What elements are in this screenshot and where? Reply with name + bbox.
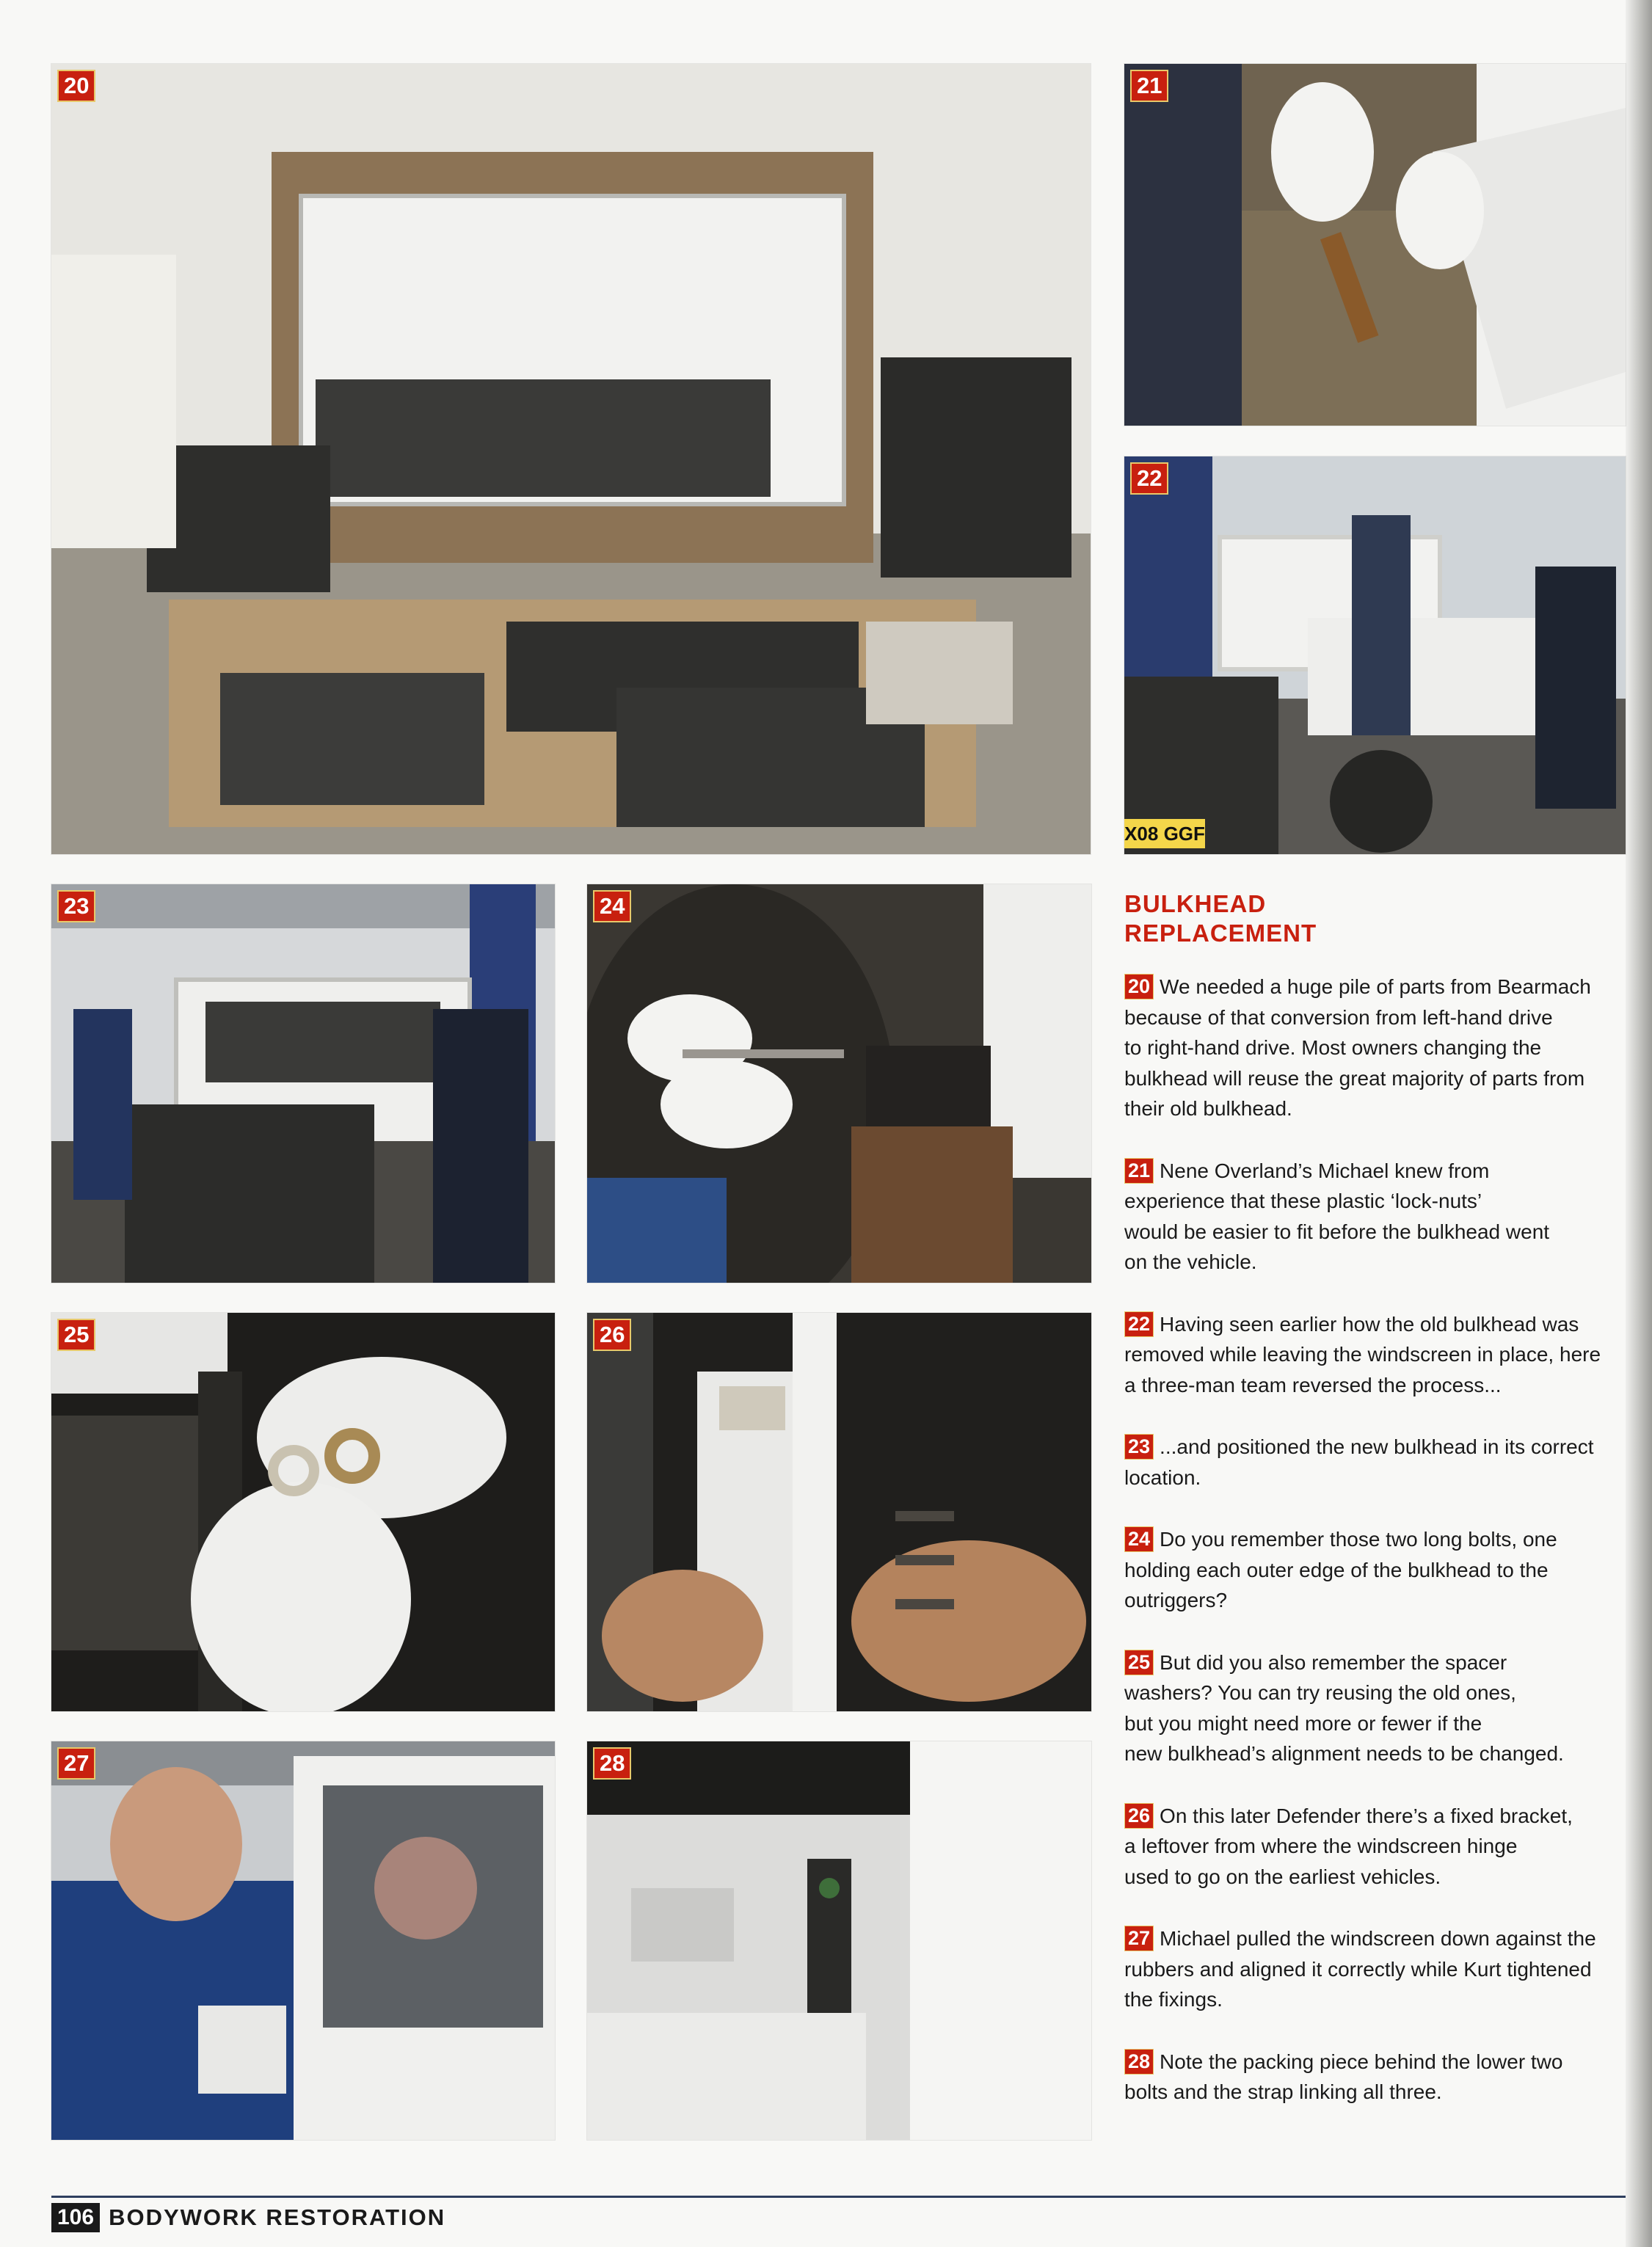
step-text-line: because of that conversion from left-hand drive [1124, 1005, 1553, 1029]
step-paragraph [1124, 1309, 1626, 1401]
step-text-line: location. [1124, 1465, 1201, 1489]
photo-number-badge: 20 [57, 70, 95, 102]
photo-26-fixed-bracket [587, 1313, 1091, 1711]
photo-27-scene [51, 1741, 555, 2140]
step-text-line: a three-man team reversed the process... [1124, 1373, 1502, 1396]
photo-26-scene [587, 1313, 1091, 1711]
step-number-badge: 22 [1124, 1311, 1154, 1337]
step-text-line: experience that these plastic ‘lock-nuts’ [1124, 1190, 1482, 1212]
step-text-line: outriggers? [1124, 1589, 1228, 1611]
photo-24-long-bolt [587, 884, 1091, 1283]
photo-number-badge: 25 [57, 1319, 95, 1351]
photo-20-scene [51, 64, 1091, 854]
photo-21-scene [1124, 64, 1626, 426]
photo-27-windscreen-alignment [51, 1741, 555, 2140]
step-text-line: but you might need more or fewer if the [1124, 1711, 1482, 1735]
step-number-badge: 21 [1124, 1158, 1154, 1184]
step-text-line: to right-hand drive. Most owners changing the [1124, 1036, 1542, 1059]
step-paragraph [1124, 1156, 1626, 1278]
step-text-line: used to go on the earliest vehicles. [1124, 1865, 1441, 1888]
photo-number-badge: 24 [593, 890, 631, 922]
step-text-line: Michael pulled the windscreen down against the [1160, 1927, 1596, 1950]
photo-28-scene [587, 1741, 1091, 2140]
step-text-line: rubbers and aligned it correctly while Kurt tightened [1124, 1957, 1592, 1981]
step-text-line: removed while leaving the windscreen in place, here [1124, 1343, 1601, 1366]
step-text-line: Having seen earlier how the old bulkhead was [1160, 1312, 1579, 1336]
photo-24-scene [587, 884, 1091, 1283]
step-text-line: But did you also remember the spacer [1160, 1650, 1507, 1674]
step-paragraph [1124, 1524, 1626, 1616]
step-text-line: Note the packing piece behind the lower two [1160, 2050, 1563, 2073]
step-list [1124, 972, 1626, 2108]
step-text-line: washers? You can try reusing the old ones, [1124, 1681, 1516, 1704]
article-headline [1124, 889, 1626, 948]
step-number-badge: 23 [1124, 1434, 1154, 1460]
license-plate: X08 GGF [1124, 819, 1205, 848]
step-number-badge: 25 [1124, 1650, 1154, 1675]
photo-22-bulkhead-carry [1124, 456, 1626, 854]
photo-20-parts-pile [51, 64, 1091, 854]
step-paragraph [1124, 1801, 1626, 1893]
page-spine-shadow [1626, 0, 1652, 2247]
step-paragraph [1124, 2047, 1626, 2108]
photo-25-scene [51, 1313, 555, 1711]
step-number-badge: 24 [1124, 1526, 1154, 1552]
headline-line-1: BULKHEAD [1124, 890, 1267, 917]
photo-22-scene [1124, 456, 1626, 854]
photo-number-badge: 21 [1130, 70, 1168, 102]
step-number-badge: 28 [1124, 2049, 1154, 2075]
page-footer [51, 2202, 445, 2234]
footer-rule [51, 2196, 1626, 2198]
photo-23-scene [51, 884, 555, 1283]
step-text-line: a leftover from where the windscreen hinge [1124, 1835, 1518, 1857]
photo-28-packing-piece [587, 1741, 1091, 2140]
photo-number-badge: 26 [593, 1319, 631, 1351]
step-text-line: Nene Overland’s Michael knew from [1160, 1159, 1490, 1182]
headline-line-2: REPLACEMENT [1124, 919, 1317, 947]
photo-25-spacer-washers [51, 1313, 555, 1711]
step-text-line: On this later Defender there’s a fixed bracket, [1160, 1804, 1573, 1827]
step-number-badge: 20 [1124, 974, 1154, 999]
step-text-line: Do you remember those two long bolts, one [1160, 1528, 1557, 1551]
photo-23-positioning-bulkhead [51, 884, 555, 1283]
photo-number-badge: 23 [57, 890, 95, 922]
step-text-line: holding each outer edge of the bulkhead to the [1124, 1558, 1549, 1581]
step-text-line: ...and positioned the new bulkhead in its correct [1160, 1435, 1594, 1458]
step-paragraph [1124, 972, 1626, 1124]
photo-number-badge: 28 [593, 1747, 631, 1780]
step-text-line: bolts and the strap linking all three. [1124, 2080, 1442, 2103]
photo-21-lock-nuts [1124, 64, 1626, 426]
step-text-line: the fixings. [1124, 1988, 1223, 2011]
step-text-line: their old bulkhead. [1124, 1097, 1292, 1120]
step-text-line: would be easier to fit before the bulkhead went [1124, 1220, 1550, 1243]
step-text-line: bulkhead will reuse the great majority of parts from [1124, 1066, 1585, 1090]
step-paragraph [1124, 1647, 1626, 1769]
photo-number-badge: 27 [57, 1747, 95, 1780]
step-paragraph [1124, 1432, 1626, 1493]
step-number-badge: 26 [1124, 1803, 1154, 1829]
step-text-line: We needed a huge pile of parts from Bearmach [1160, 975, 1591, 998]
step-paragraph [1124, 1923, 1626, 2015]
step-text-line: on the vehicle. [1124, 1250, 1257, 1273]
page-number: 106 [51, 2203, 100, 2232]
article-text [1124, 889, 1626, 2139]
step-number-badge: 27 [1124, 1926, 1154, 1951]
photo-number-badge: 22 [1130, 462, 1168, 495]
step-text-line: new bulkhead’s alignment needs to be changed. [1124, 1742, 1564, 1765]
section-title: BODYWORK RESTORATION [109, 2204, 446, 2230]
